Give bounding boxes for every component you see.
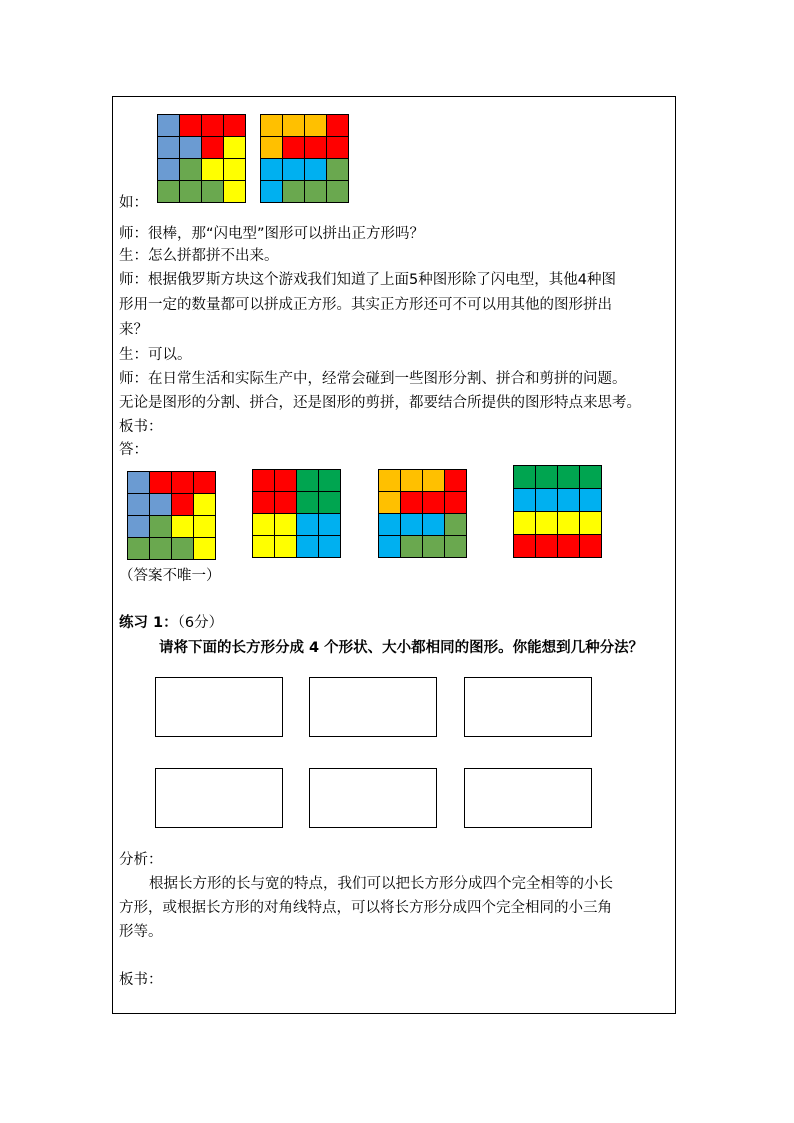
puzzle-cell [202,137,224,159]
puzzle-cell [319,536,341,558]
puzzle-cell [580,535,602,558]
blank-rectangle-1 [155,677,283,737]
puzzle-cell [423,492,445,514]
puzzle-cell [514,535,536,558]
puzzle-cell [445,470,467,492]
example-label: 如： [119,195,148,211]
analysis-label: 分析： [119,852,163,868]
puzzle-cell [180,181,202,203]
puzzle-cell [379,470,401,492]
dialogue-line: 师：在日常生活和实际生产中，经常会碰到一些图形分割、拼合和剪拼的问题。 [119,371,627,387]
puzzle-cell [172,538,194,560]
puzzle-cell [379,492,401,514]
puzzle-cell [180,137,202,159]
analysis-line: 方形，或根据长方形的对角线特点，可以将长方形分成四个完全相同的小三角 [119,900,612,916]
puzzle-cell [401,492,423,514]
exercise-title [119,613,223,633]
puzzle-cell [253,470,275,492]
puzzle-cell [305,115,327,137]
answer-label: 答： [119,442,148,458]
puzzle-cell [319,492,341,514]
puzzle-cell [275,492,297,514]
puzzle-cell [150,538,172,560]
puzzle-cell [150,472,172,494]
blank-rectangle-5 [309,768,437,828]
exercise-title-text: 练习 1： [119,615,178,631]
puzzle-cell [379,536,401,558]
puzzle-cell [580,466,602,489]
puzzle-cell [275,514,297,536]
puzzle-cell [253,492,275,514]
puzzle-cell [158,181,180,203]
puzzle-cell [319,470,341,492]
puzzle-cell [283,115,305,137]
blank-rectangle-3 [464,677,592,737]
puzzle-cell [224,159,246,181]
puzzle-cell [558,535,580,558]
puzzle-cell [150,494,172,516]
puzzle-cell [297,470,319,492]
puzzle-cell [445,536,467,558]
answer-note: （答案不唯一） [119,568,221,584]
puzzle-cell [536,489,558,512]
puzzle-cell [224,115,246,137]
puzzle-cell [580,512,602,535]
puzzle-cell [283,181,305,203]
puzzle-cell [445,492,467,514]
puzzle-cell [194,538,216,560]
puzzle-cell [194,472,216,494]
puzzle-cell [327,181,349,203]
puzzle-cell [327,115,349,137]
puzzle-cell [580,489,602,512]
puzzle-cell [327,159,349,181]
puzzle-cell [536,466,558,489]
puzzle-cell [401,470,423,492]
puzzle-cell [514,466,536,489]
puzzle-cell [445,514,467,536]
analysis-line: 根据长方形的长与宽的特点，我们可以把长方形分成四个完全相等的小长 [149,876,613,892]
puzzle-cell [423,536,445,558]
puzzle-cell [283,137,305,159]
puzzle-cell [128,516,150,538]
puzzle-cell [536,512,558,535]
puzzle-cell [305,137,327,159]
dialogue-line: 无论是图形的分割、拼合，还是图形的剪拼，都要结合所提供的图形特点来思考。 [119,395,641,411]
dialogue-line: 生：可以。 [119,347,192,363]
puzzle-cell [261,115,283,137]
puzzle-cell [150,516,172,538]
blank-rectangle-4 [155,768,283,828]
example-puzzle-1 [157,114,246,203]
puzzle-cell [224,137,246,159]
example-puzzle-2 [260,114,349,203]
puzzle-cell [224,181,246,203]
blank-rectangle-2 [309,677,437,737]
puzzle-cell [423,514,445,536]
puzzle-cell [536,535,558,558]
dialogue-line: 生：怎么拼都拼不出来。 [119,248,279,264]
puzzle-cell [158,137,180,159]
answer-puzzle-2 [252,469,341,558]
puzzle-cell [514,512,536,535]
puzzle-cell [172,494,194,516]
puzzle-cell [401,514,423,536]
dialogue-line: 师：很棒，那“闪电型”图形可以拼出正方形吗？ [119,226,425,242]
answer-puzzle-1 [127,471,216,560]
puzzle-cell [297,514,319,536]
puzzle-cell [261,137,283,159]
dialogue-line: 来？ [119,322,148,338]
puzzle-cell [128,538,150,560]
puzzle-cell [558,512,580,535]
exercise-question: 请将下面的长方形分成 4 个形状、大小都相同的图形。你能想到几种分法？ [159,640,644,656]
puzzle-cell [128,472,150,494]
puzzle-cell [275,470,297,492]
puzzle-cell [305,159,327,181]
puzzle-cell [283,159,305,181]
puzzle-cell [297,492,319,514]
analysis-line: 形等。 [119,924,163,940]
analysis-board-label: 板书： [119,972,163,988]
board-label: 板书： [119,419,163,435]
puzzle-cell [202,159,224,181]
dialogue-line: 形用一定的数量都可以拼成正方形。其实正方形还可不可以用其他的图形拼出 [119,297,612,313]
puzzle-cell [158,159,180,181]
puzzle-cell [180,115,202,137]
puzzle-cell [261,159,283,181]
puzzle-cell [180,159,202,181]
dialogue-line: 师：根据俄罗斯方块这个游戏我们知道了上面5种图形除了闪电型，其他4种图 [119,272,616,288]
blank-rectangle-6 [464,768,592,828]
puzzle-cell [275,536,297,558]
puzzle-cell [172,516,194,538]
puzzle-cell [558,489,580,512]
puzzle-cell [172,472,194,494]
puzzle-cell [253,514,275,536]
puzzle-cell [194,516,216,538]
puzzle-cell [128,494,150,516]
puzzle-cell [158,115,180,137]
puzzle-cell [261,181,283,203]
puzzle-cell [194,494,216,516]
puzzle-cell [401,536,423,558]
puzzle-cell [319,514,341,536]
puzzle-cell [379,514,401,536]
puzzle-cell [558,466,580,489]
puzzle-cell [202,115,224,137]
puzzle-cell [327,137,349,159]
puzzle-cell [202,181,224,203]
puzzle-cell [253,536,275,558]
answer-puzzle-3 [378,469,467,558]
answer-puzzle-4 [513,465,602,558]
puzzle-cell [305,181,327,203]
exercise-score: （6分） [177,615,224,631]
puzzle-cell [514,489,536,512]
puzzle-cell [423,470,445,492]
puzzle-cell [297,536,319,558]
